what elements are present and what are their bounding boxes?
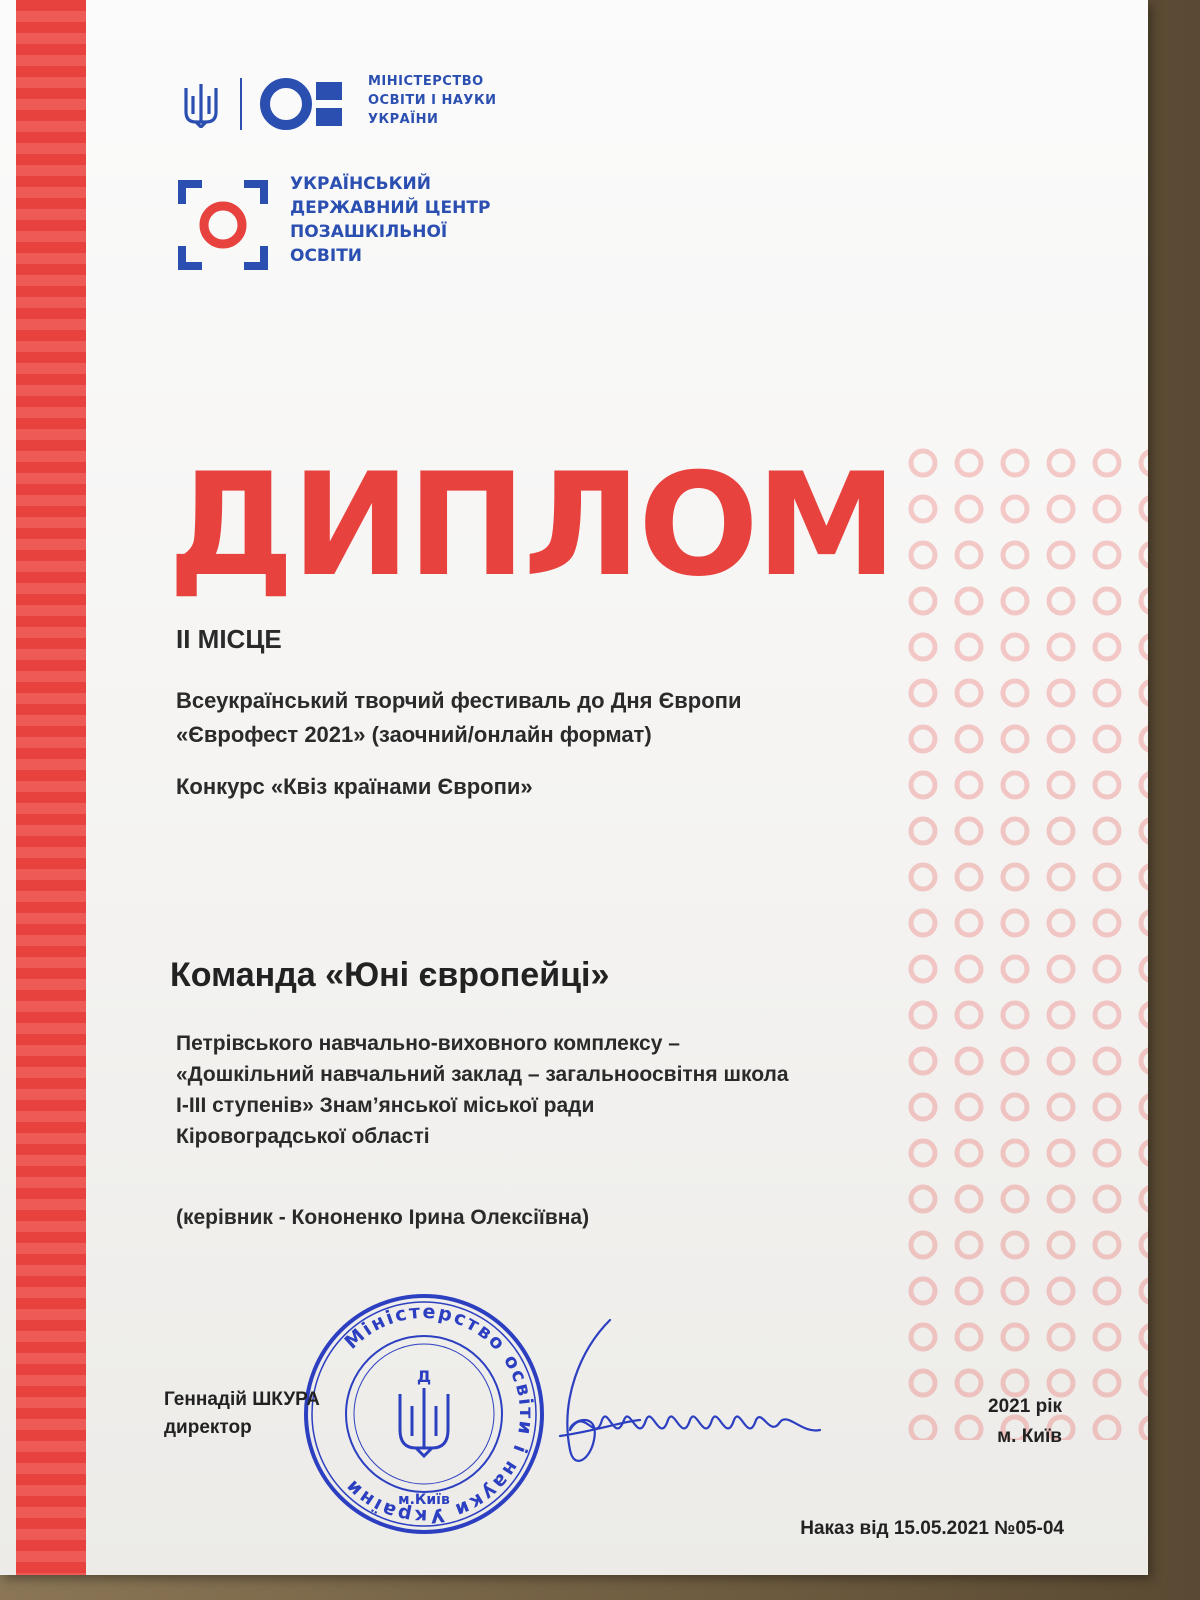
organization-line: І-ІІІ ступенів» Знам’янської міської ради xyxy=(176,1094,595,1117)
leader-name: (керівник - Кононенко Ірина Олексіївна) xyxy=(176,1206,590,1229)
contest-name: Конкурс «Квіз країнами Європи» xyxy=(176,774,533,799)
director-signature xyxy=(540,1310,840,1480)
center-line: ОСВІТИ xyxy=(290,246,363,266)
center-line: ПОЗАШКІЛЬНОЇ xyxy=(290,222,448,242)
city-label: м. Київ xyxy=(997,1426,1062,1447)
year-label: 2021 рік xyxy=(988,1396,1062,1417)
organization-line: «Дошкільний навчальний заклад – загальноосвітня школа xyxy=(176,1063,789,1086)
ministry-line: МІНІСТЕРСТВО xyxy=(368,74,484,89)
ministry-line: УКРАЇНИ xyxy=(368,112,439,127)
background-circle-pattern xyxy=(900,440,1148,1440)
center-name xyxy=(290,172,550,268)
seal-city: м.Київ xyxy=(398,1492,450,1508)
festival-name xyxy=(176,684,936,752)
center-line: УКРАЇНСЬКИЙ xyxy=(290,174,431,194)
ministry-name xyxy=(368,72,548,129)
mon-logo-icon xyxy=(260,76,356,132)
red-side-stripe xyxy=(16,0,86,1575)
center-logo-icon xyxy=(178,180,268,270)
trident-icon xyxy=(182,82,220,128)
organization-line: Кіровоградської області xyxy=(176,1125,430,1148)
order-number: Наказ від 15.05.2021 №05-04 xyxy=(800,1518,1064,1539)
official-seal xyxy=(300,1290,548,1538)
place-label: ІІ МІСЦЕ xyxy=(176,624,282,654)
diploma-title: ДИПЛОМ xyxy=(168,443,895,608)
director-name: Геннадій ШКУРА xyxy=(164,1389,320,1410)
seal-outer-text: Міністерство освіти і науки України xyxy=(340,1300,538,1528)
director-block xyxy=(164,1386,320,1442)
center-line: ДЕРЖАВНИЙ ЦЕНТР xyxy=(290,198,491,218)
organization-name xyxy=(176,1028,976,1152)
organization-line: Петрівського навчально-виховного комплексу – xyxy=(176,1032,680,1055)
ministry-line: ОСВІТИ І НАУКИ xyxy=(368,93,497,108)
seal-letter: Д xyxy=(416,1367,432,1386)
date-place-block xyxy=(900,1392,1062,1452)
festival-line: «Єврофест 2021» (заочний/онлайн формат) xyxy=(176,722,652,747)
festival-line: Всеукраїнський творчий фестиваль до Дня Європи xyxy=(176,688,742,713)
seal-trident-icon xyxy=(400,1388,448,1456)
director-title: директор xyxy=(164,1417,252,1438)
team-name: Команда «Юні європейці» xyxy=(170,956,610,994)
logo-divider xyxy=(240,78,242,130)
